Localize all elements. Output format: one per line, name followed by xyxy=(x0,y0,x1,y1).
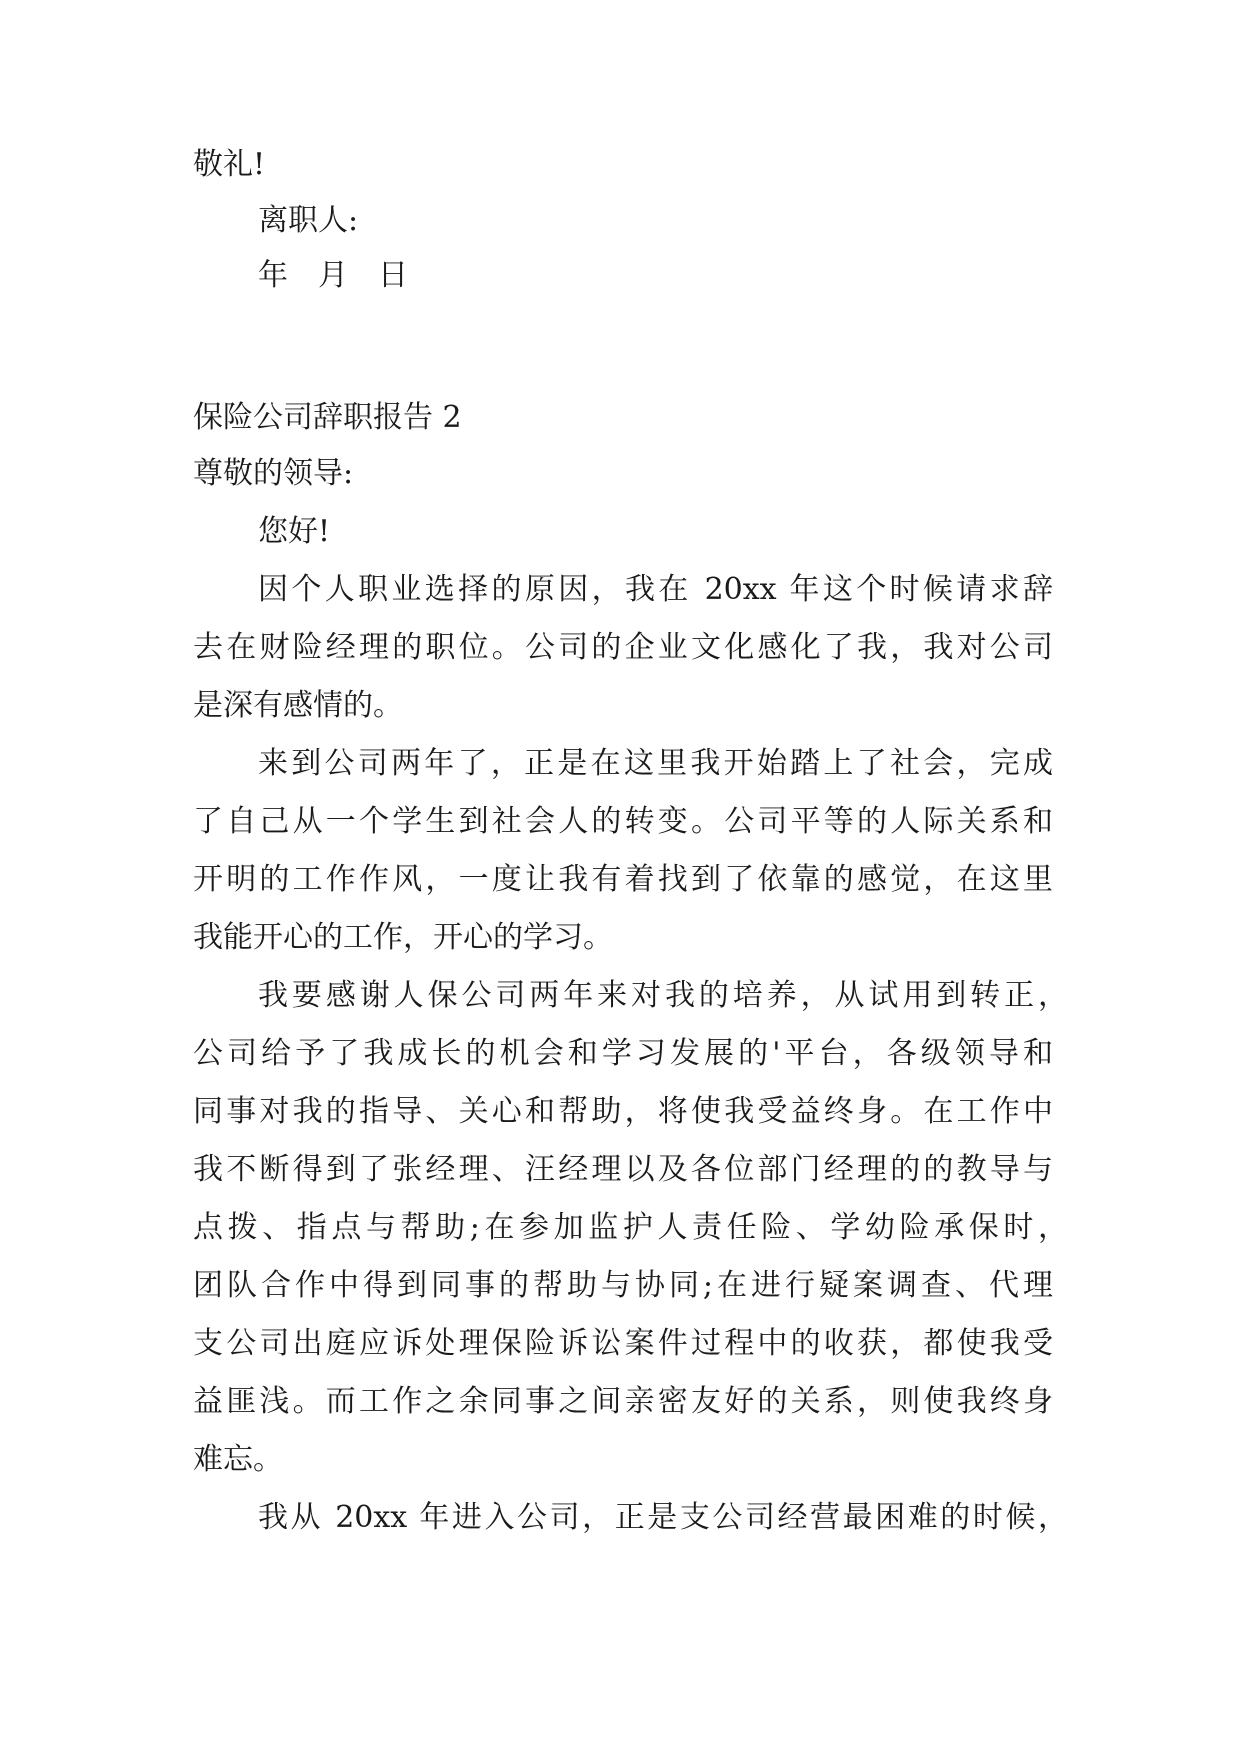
body-line: 支公司出庭应诉处理保险诉讼案件过程中的收获，都使我受 xyxy=(193,1326,1053,1361)
body-line: 开明的工作作风，一度让我有着找到了依靠的感觉，在这里 xyxy=(193,862,1053,897)
body-line: 难忘。 xyxy=(193,1442,283,1477)
signer-label: 离职人: xyxy=(258,203,359,238)
greeting: 您好! xyxy=(258,514,331,549)
date-day: 日 xyxy=(378,258,408,293)
signature-date xyxy=(258,256,1118,296)
body-line: 益匪浅。而工作之余同事之间亲密友好的关系，则使我终身 xyxy=(193,1384,1053,1419)
body-line: 了自己从一个学生到社会人的转变。公司平等的人际关系和 xyxy=(193,804,1053,839)
body-line: 公司给予了我成长的机会和学习发展的'平台，各级领导和 xyxy=(193,1036,1053,1071)
addressee: 尊敬的领导: xyxy=(193,456,354,491)
date-year: 年 xyxy=(258,258,288,293)
section-title: 保险公司辞职报告 2 xyxy=(193,400,462,435)
body-line: 团队合作中得到同事的帮助与协同;在进行疑案调查、代理 xyxy=(193,1268,1053,1303)
body-line: 是深有感情的。 xyxy=(193,688,403,723)
body-line: 我能开心的工作，开心的学习。 xyxy=(193,920,613,955)
body-line: 点拨、指点与帮助;在参加监护人责任险、学幼险承保时， xyxy=(193,1210,1068,1245)
body-line: 同事对我的指导、关心和帮助，将使我受益终身。在工作中 xyxy=(193,1094,1053,1129)
body-line: 去在财险经理的职位。公司的企业文化感化了我，我对公司 xyxy=(193,630,1053,665)
closing-salute: 敬礼! xyxy=(193,147,266,182)
body-line: 我不断得到了张经理、汪经理以及各位部门经理的的教导与 xyxy=(193,1152,1053,1187)
date-month: 月 xyxy=(318,258,348,293)
body-line: 我要感谢人保公司两年来对我的培养，从试用到转正， xyxy=(258,978,1068,1013)
body-line: 我从 20xx 年进入公司，正是支公司经营最困难的时候， xyxy=(258,1500,1068,1535)
body-line: 因个人职业选择的原因，我在 20xx 年这个时候请求辞 xyxy=(258,572,1053,607)
body-line: 来到公司两年了，正是在这里我开始踏上了社会，完成 xyxy=(258,746,1053,781)
